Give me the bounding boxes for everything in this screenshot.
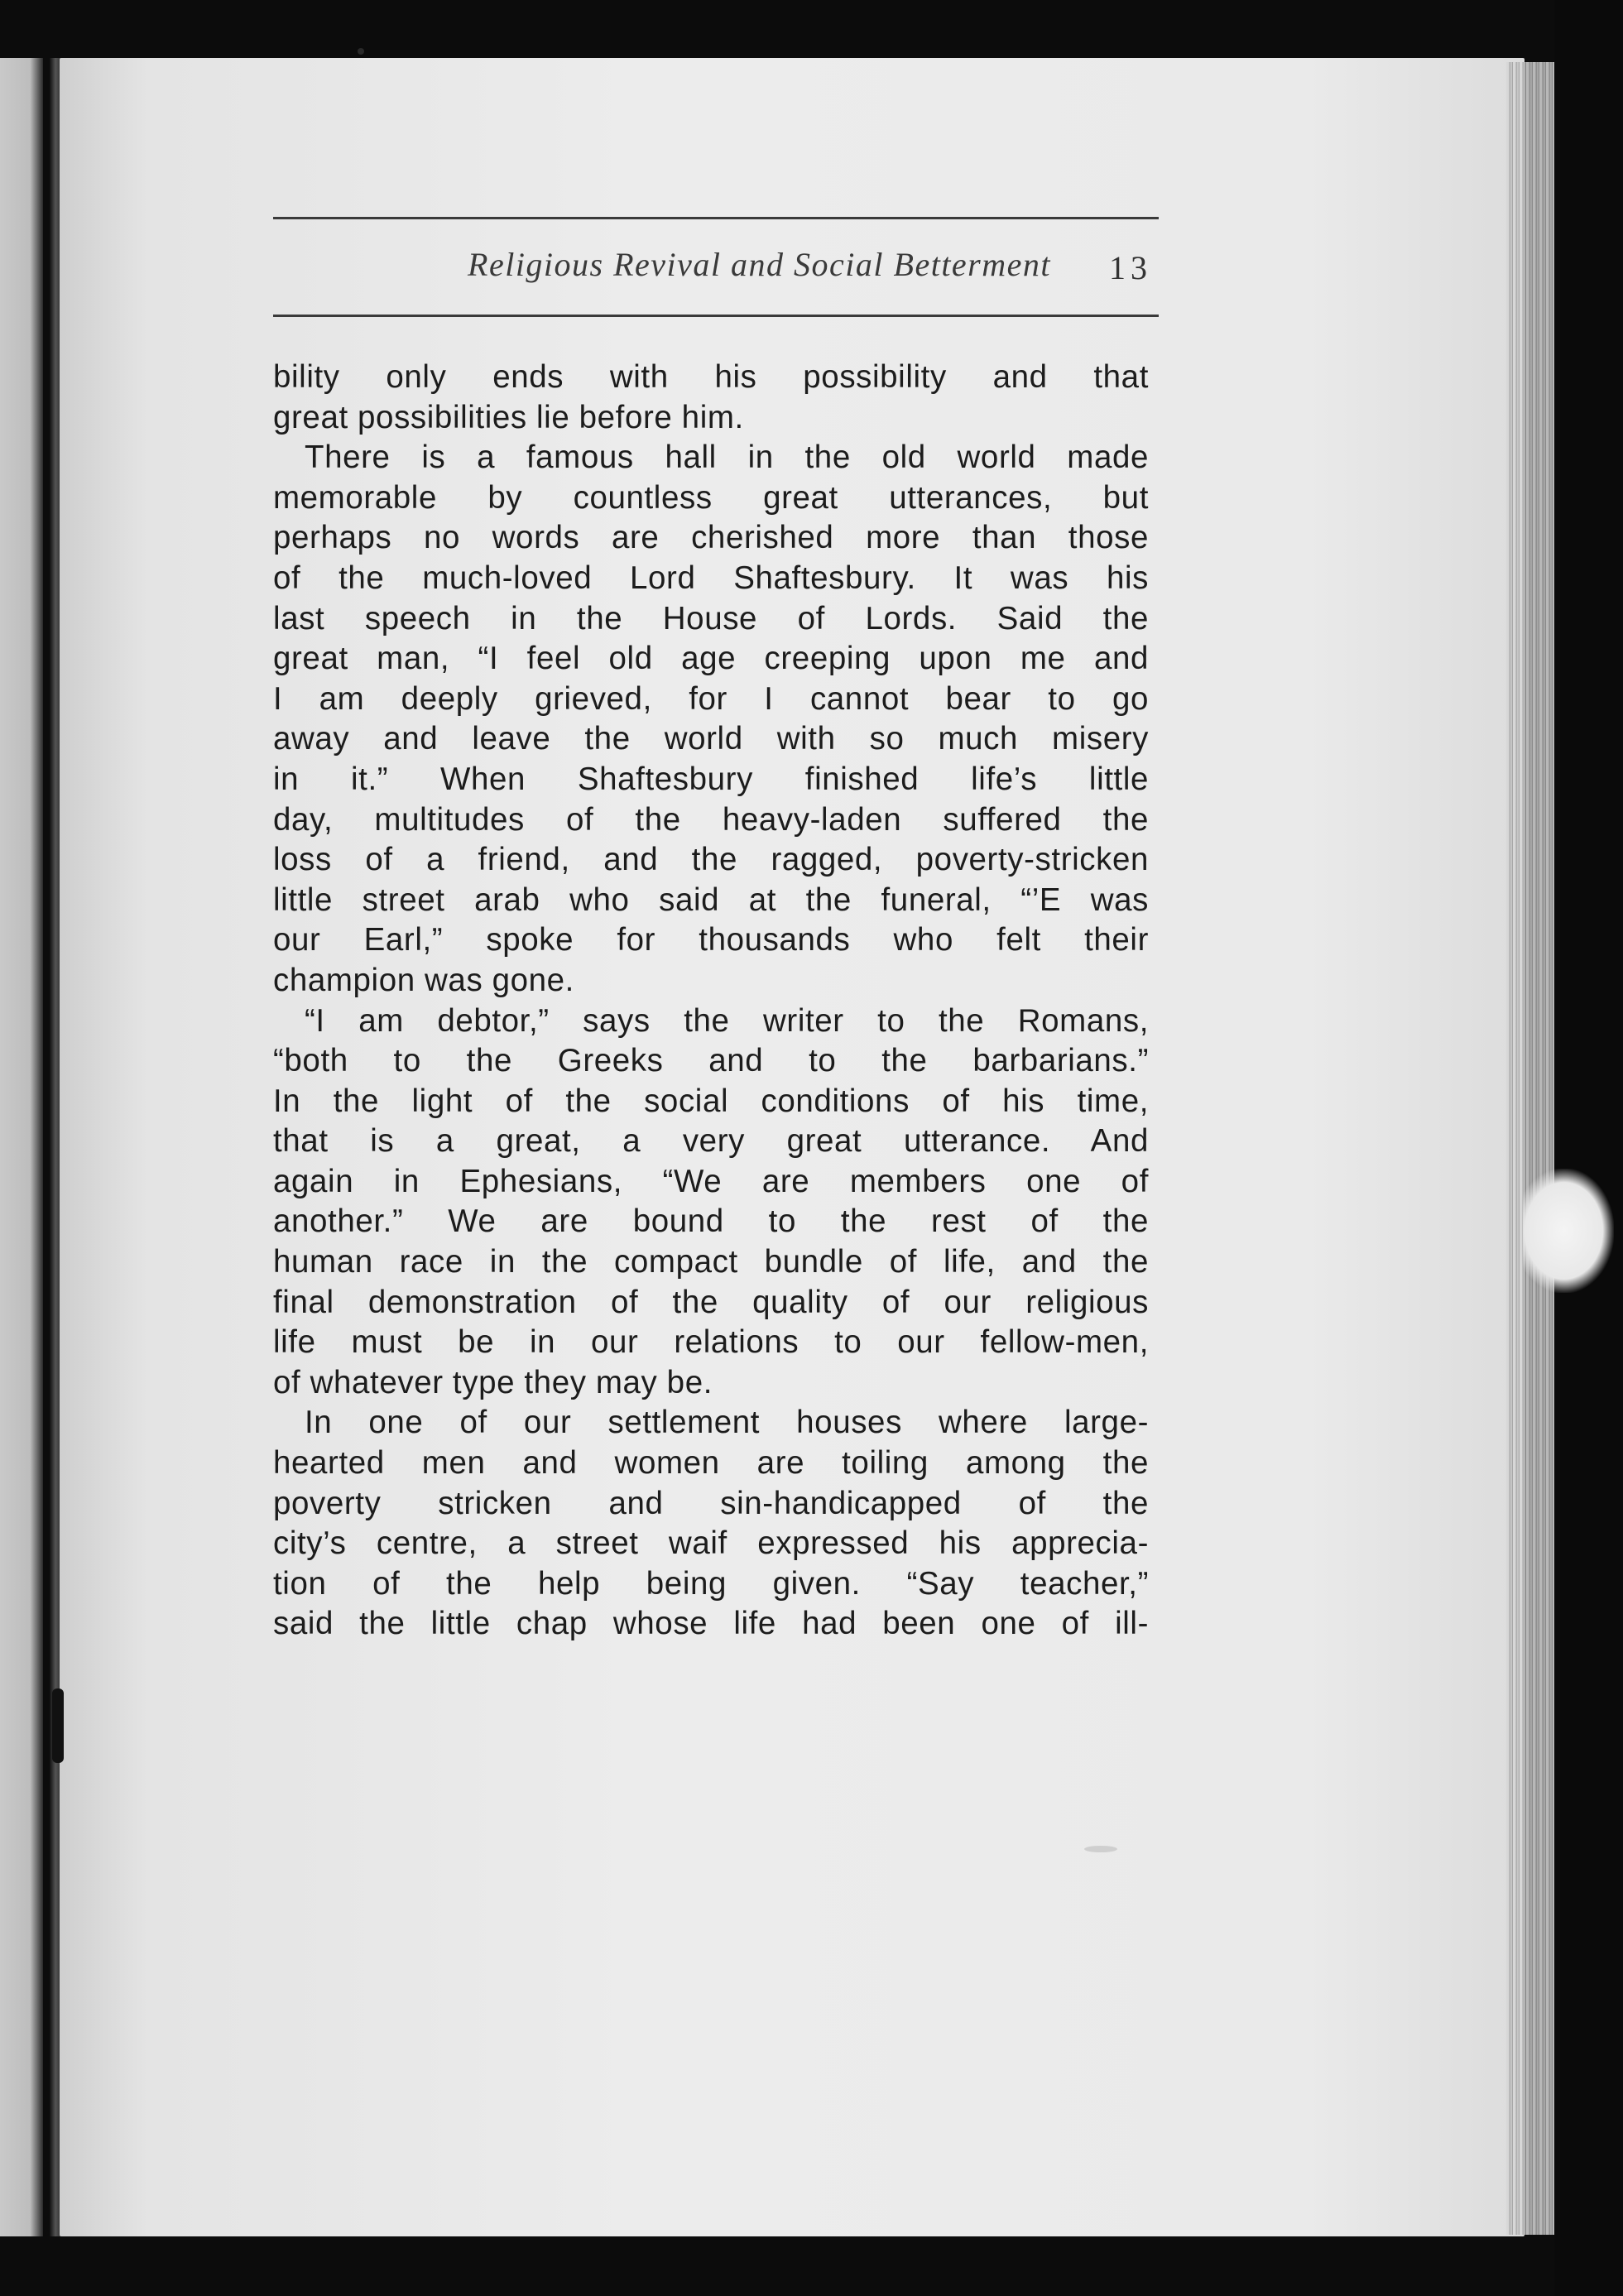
- text-line: memorable by countless great utterances, but: [273, 479, 1149, 516]
- text-line: last speech in the House of Lords. Said the: [273, 600, 1149, 636]
- text-line: “I am debtor,” says the writer to the Romans,: [305, 1002, 1149, 1039]
- text-line: great possibilities lie before him.: [273, 399, 744, 435]
- page-tear: [1523, 1169, 1614, 1293]
- text-line: In one of our settlement houses where large-: [305, 1405, 1149, 1441]
- header-rule-top: [273, 217, 1159, 219]
- body-text: [273, 358, 1149, 1645]
- text-line: “both to the Greeks and to the barbarians.”: [273, 1043, 1149, 1079]
- text-line: final demonstration of the quality of our religious: [273, 1284, 1149, 1320]
- text-line: away and leave the world with so much misery: [273, 721, 1149, 757]
- scan-speck: [358, 48, 364, 55]
- text-line: I am deeply grieved, for I cannot bear to go: [273, 680, 1149, 717]
- text-line: perhaps no words are cherished more than those: [273, 520, 1149, 556]
- text-line: that is a great, a very great utterance. And: [273, 1123, 1149, 1160]
- text-line: poverty stricken and sin-handicapped of the: [273, 1485, 1149, 1521]
- page-number: 13: [1109, 249, 1152, 286]
- text-line: little street arab who said at the funeral, “’E was: [273, 881, 1149, 918]
- text-line: city’s centre, a street waif expressed his apprecia-: [273, 1525, 1149, 1562]
- facing-page-edge: [0, 58, 43, 2236]
- text-line: in it.” When Shaftesbury finished life’s little: [273, 761, 1149, 797]
- text-line: bility only ends with his possibility and that: [273, 359, 1149, 395]
- text-line: tion of the help being given. “Say teacher,”: [273, 1565, 1149, 1602]
- text-line: There is a famous hall in the old world made: [305, 440, 1149, 476]
- text-line: another.” We are bound to the rest of the: [273, 1203, 1149, 1240]
- text-line: great man, “I feel old age creeping upon me and: [273, 641, 1149, 677]
- text-line: loss of a friend, and the ragged, poverty-stricken: [273, 842, 1149, 878]
- text-line: our Earl,” spoke for thousands who felt their: [273, 922, 1149, 958]
- text-line: of whatever type they may be.: [273, 1364, 713, 1400]
- scan-speck: [52, 1688, 64, 1763]
- scan-speck: [1084, 1846, 1117, 1852]
- header-rule-bottom: [273, 315, 1159, 317]
- text-line: day, multitudes of the heavy-laden suffered the: [273, 801, 1149, 838]
- text-line: In the light of the social conditions of his time,: [273, 1083, 1149, 1119]
- running-head-title: Religious Revival and Social Betterment: [468, 246, 1051, 283]
- page-stack-edge: [1506, 62, 1554, 2235]
- text-line: said the little chap whose life had been one of ill-: [273, 1606, 1149, 1642]
- text-line: of the much-loved Lord Shaftesbury. It was his: [273, 560, 1149, 596]
- text-line: life must be in our relations to our fellow-men,: [273, 1324, 1149, 1361]
- text-line: again in Ephesians, “We are members one of: [273, 1163, 1149, 1199]
- text-line: champion was gone.: [273, 962, 574, 998]
- text-line: human race in the compact bundle of life, and the: [273, 1244, 1149, 1280]
- scan-background: [1554, 0, 1623, 2296]
- text-line: hearted men and women are toiling among the: [273, 1445, 1149, 1482]
